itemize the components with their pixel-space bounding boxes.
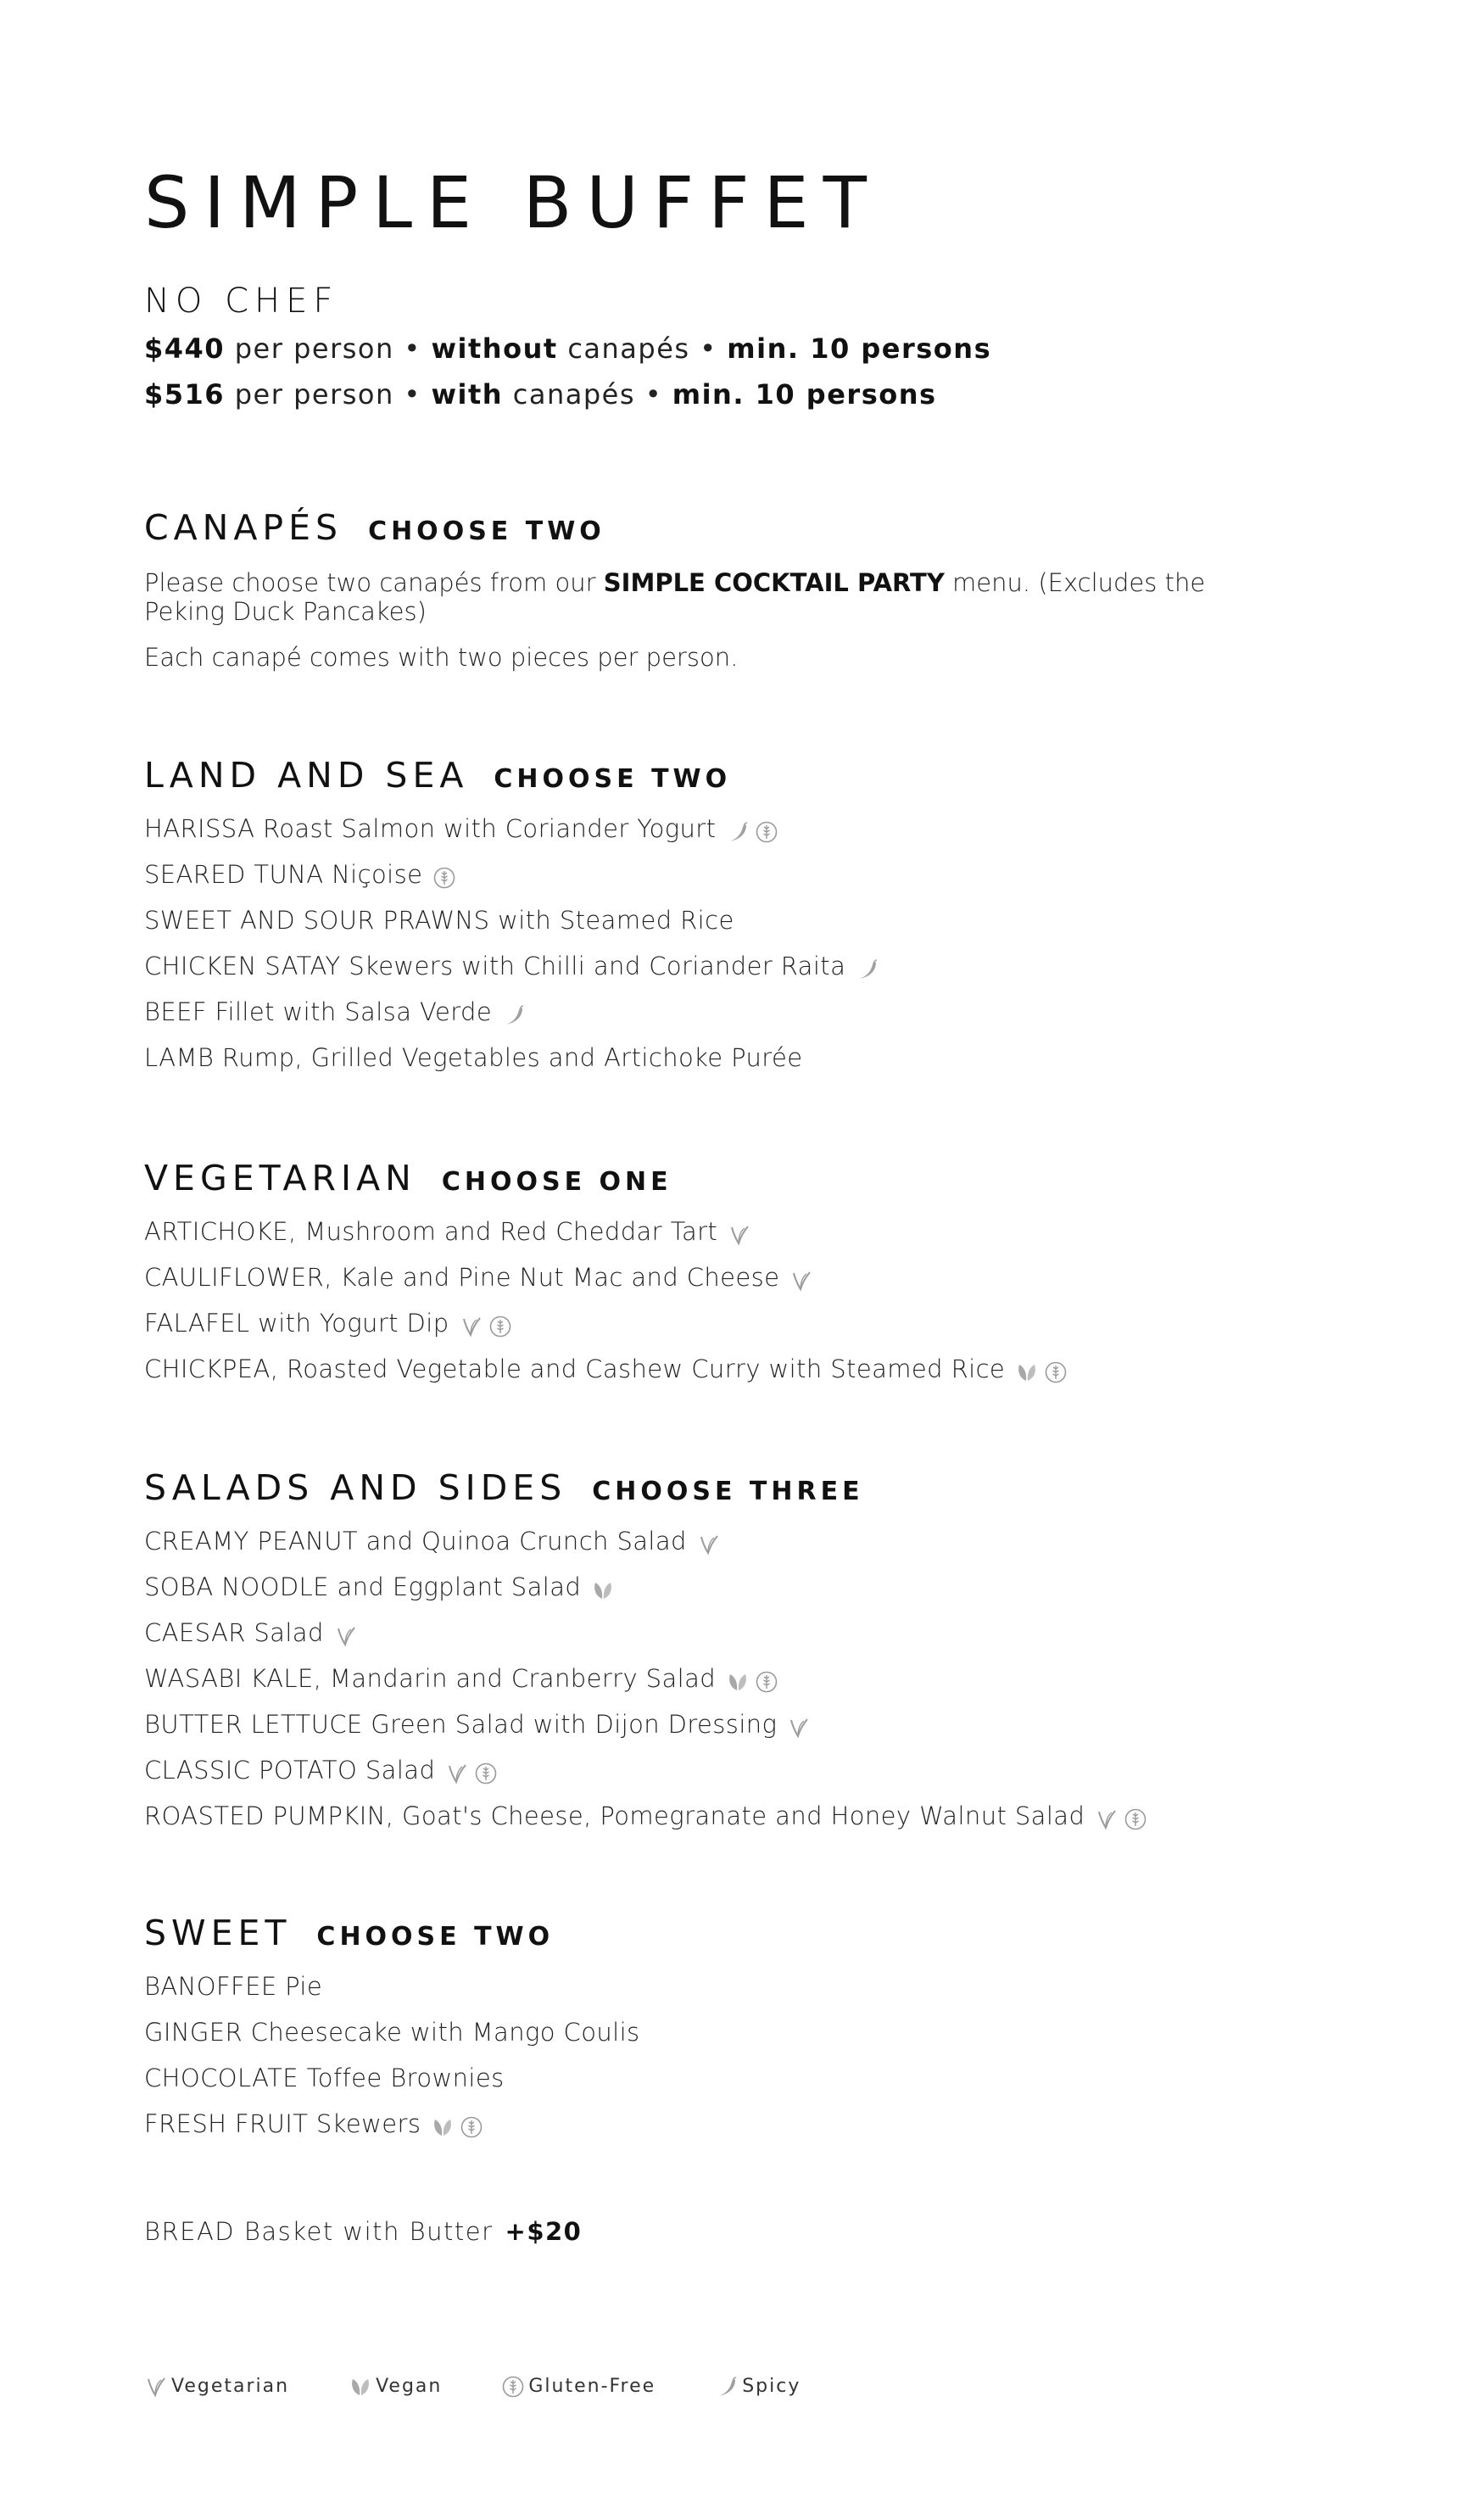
vegetarian-icon [460,1315,483,1338]
menu-item [144,1209,1348,1254]
section-title: CANAPÉS [144,507,343,548]
section-vegetarian [144,1158,1348,1392]
menu-item [144,1656,1348,1701]
menu-item-name: BANOFFEE Pie [144,1972,323,2001]
sweet-items [144,1963,1348,2147]
gluten-free-icon [755,1670,778,1694]
dietary-icons [789,1256,818,1302]
menu-item-name: SOBA NOODLE and Eggplant Salad [144,1572,582,1601]
vegetarian-icon [789,1269,813,1293]
menu-item-name: ROASTED PUMPKIN, Goat's Cheese, Pomegranate and Honey Walnut Salad [144,1801,1085,1830]
salads-items [144,1518,1348,1839]
menu-item-name: CHICKPEA, Roasted Vegetable and Cashew Curry with Steamed Rice [144,1355,1006,1383]
section-title: SWEET [144,1913,292,1953]
dietary-icons [787,1703,816,1749]
legend-label: Spicy [742,2376,801,2397]
menu-item-name: WASABI KALE, Mandarin and Cranberry Salad [144,1664,717,1693]
menu-item [144,852,1348,897]
menu-item-name: BUTTER LETTUCE Green Salad with Dijon Dressing [144,1710,778,1739]
dietary-icons [591,1566,620,1611]
menu-item-name: CAULIFLOWER, Kale and Pine Nut Mac and Cheese [144,1263,780,1292]
vegetarian-icon [728,1223,751,1247]
canapes-note: Each canapé comes with two pieces per person. [144,643,739,672]
price-line-without-canapes: $440 per person • without canapés • min. 10 persons [144,332,992,365]
section-subtitle: CHOOSE TWO [316,1922,555,1952]
menu-item [144,1701,1348,1747]
menu-item-name: CHICKEN SATAY Skewers with Chilli and Coriander Raita [144,952,846,980]
vegan-icon [591,1578,615,1602]
bread-basket-extra: BREAD Basket with Butter +$20 [144,2217,583,2246]
gluten-free-icon [460,2115,483,2139]
menu-item-name: GINGER Cheesecake with Mango Coulis [144,2018,640,2047]
menu-item [144,1346,1348,1392]
menu-item [144,1747,1348,1793]
menu-item [144,1254,1348,1300]
section-salads-and-sides [144,1467,1348,1839]
section-land-and-sea [144,755,1348,1081]
menu-item [144,943,1348,989]
menu-item-name: CAESAR Salad [144,1618,324,1647]
land-and-sea-items [144,806,1348,1081]
menu-item [144,806,1348,852]
menu-item-name: SWEET AND SOUR PRAWNS with Steamed Rice [144,906,734,935]
dietary-icons [445,1749,503,1795]
vegetarian-icon [334,1624,358,1648]
section-title: LAND AND SEA [144,755,469,796]
section-heading [144,1913,1348,1963]
menu-item-name: HARISSA Roast Salmon with Coriander Yogurt [144,814,717,843]
menu-item [144,1610,1348,1656]
page-title: SIMPLE BUFFET [144,161,881,244]
vegetarian-icon [787,1716,811,1740]
menu-item-name: FALAFEL with Yogurt Dip [144,1309,449,1338]
section-heading [144,755,1348,806]
canapes-description: Please choose two canapés from our SIMPLE COCKTAIL PARTY menu. (Excludes the Peking Duck Pancakes) [144,568,1206,626]
dietary-icons [334,1611,363,1657]
menu-item-name: ARTICHOKE, Mushroom and Red Cheddar Tart [144,1217,718,1246]
legend-label: Vegetarian [171,2376,290,2397]
menu-item [144,2101,1348,2147]
menu-item [144,2055,1348,2101]
menu-item-name: SEARED TUNA Niçoise [144,860,423,889]
menu-item [144,1518,1348,1564]
menu-item [144,1035,1348,1081]
menu-item-name: CREAMY PEANUT and Quinoa Crunch Salad [144,1527,687,1556]
price-amount: $440 [144,332,226,365]
vegan-icon [349,2375,372,2399]
gluten-free-icon [1044,1360,1068,1384]
menu-item [144,1564,1348,1610]
gluten-free-icon [501,2375,525,2399]
price-line-with-canapes: $516 per person • with canapés • min. 10 persons [144,378,937,411]
dietary-icons [1015,1348,1073,1394]
section-subtitle: CHOOSE THREE [592,1477,864,1506]
cocktail-party-reference: SIMPLE COCKTAIL PARTY [603,568,945,597]
dietary-icons [502,991,531,1036]
gluten-free-icon [755,820,778,844]
legend-vegetarian [144,2375,289,2399]
vegetarian-icon [697,1533,721,1556]
spicy-icon [502,1003,526,1027]
dietary-icons [432,853,461,899]
menu-item-name: CHOCOLATE Toffee Brownies [144,2064,505,2092]
dietary-icons [726,807,784,853]
section-subtitle: CHOOSE ONE [441,1167,672,1197]
legend-label: Vegan [376,2376,443,2397]
dietary-icons [1095,1795,1152,1841]
dietary-icons [460,1302,517,1348]
section-canapes [144,507,1348,672]
menu-item-name: CLASSIC POTATO Salad [144,1756,436,1785]
spicy-icon [856,958,879,981]
vegetarian-items [144,1209,1348,1392]
legend-label: Gluten-Free [528,2376,656,2397]
vegan-icon [1015,1360,1039,1384]
dietary-icons [697,1520,726,1566]
legend-spicy [715,2375,801,2399]
spicy-icon [726,820,750,844]
price-amount: $516 [144,378,226,411]
extra-price: +$20 [505,2217,583,2246]
section-title: VEGETARIAN [144,1158,416,1198]
dietary-legend [144,2375,860,2399]
dietary-icons [856,945,884,991]
vegetarian-icon [445,1762,469,1785]
section-heading [144,1467,1348,1518]
section-sweet [144,1913,1348,2147]
section-heading [144,507,1348,558]
vegan-icon [431,2115,455,2139]
menu-item [144,1300,1348,1346]
section-heading [144,1158,1348,1209]
legend-vegan [349,2375,442,2399]
menu-item [144,897,1348,943]
menu-item [144,1793,1348,1839]
gluten-free-icon [474,1762,498,1785]
dietary-icons [431,2103,488,2148]
section-subtitle: CHOOSE TWO [368,517,605,546]
vegetarian-icon [144,2375,168,2399]
menu-item [144,989,1348,1035]
dietary-icons [726,1657,784,1703]
dietary-icons [728,1210,756,1256]
legend-gluten-free [501,2375,656,2399]
section-subtitle: CHOOSE TWO [494,764,732,794]
menu-item-name: LAMB Rump, Grilled Vegetables and Artichoke Purée [144,1043,803,1072]
spicy-icon [715,2375,739,2399]
section-title: SALADS AND SIDES [144,1467,567,1508]
gluten-free-icon [432,866,456,890]
menu-item [144,2009,1348,2055]
vegetarian-icon [1095,1807,1119,1831]
menu-item [144,1963,1348,2009]
gluten-free-icon [488,1315,512,1338]
vegan-icon [726,1670,750,1694]
menu-subtitle: NO CHEF [144,282,339,321]
menu-item-name: BEEF Fillet with Salsa Verde [144,997,493,1026]
gluten-free-icon [1124,1807,1147,1831]
menu-item-name: FRESH FRUIT Skewers [144,2109,421,2138]
